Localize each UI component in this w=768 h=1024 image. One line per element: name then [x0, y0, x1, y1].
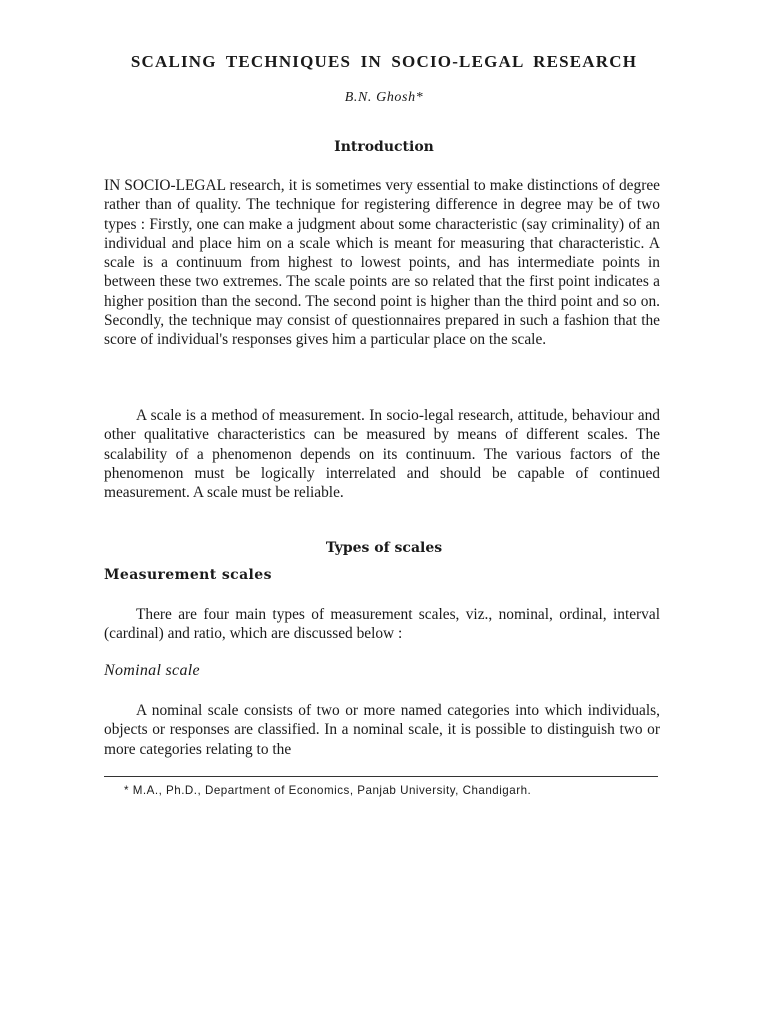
nominal-paragraph: A nominal scale consists of two or more named categories into which individuals, objects or responses are classified. In a nominal scale, it is possible to distinguish two or more categories relating to the — [104, 702, 660, 758]
author-footnote: * M.A., Ph.D., Department of Economics, Panjab University, Chandigarh. — [124, 784, 532, 797]
intro-paragraph-2: A scale is a method of measurement. In socio-legal research, attitude, behaviour and other qualitative characteristics can be measured by means of different scales. The scalability of a phenomenon depends on its continuum. The various factors of the phenomenon must be logically interrelated and should be capable of continued measurement. A scale must be reliable. — [104, 407, 660, 502]
nominal-scale-heading: Nominal scale — [104, 662, 200, 679]
measurement-paragraph: There are four main types of measurement scales, viz., nominal, ordinal, interval (cardinal) and ratio, which are discussed below : — [104, 606, 660, 643]
footnote-divider — [104, 776, 658, 777]
types-of-scales-heading: Types of scales — [325, 540, 443, 556]
intro-paragraph-1: IN SOCIO-LEGAL research, it is sometimes very essential to make distinctions of degree rather than of quality. The technique for registering difference in degree may be of two types : Firstly, one can make a judgment about some characteristic (say criminality) of an individual and place him on a scale which is meant for measuring that characteristic. A scale is a continuum from highest to lowest points, and has intermediate points in between these two extremes. The scale points are so related that the first point indicates a higher position than the second. The second point is higher than the third point and so on. Secondly, the technique may consist of questionnaires prepared in such a fashion that the score of individual's responses gives him a particular place on the scale. — [104, 177, 660, 349]
introduction-heading: Introduction — [334, 139, 434, 155]
article-title: SCALING TECHNIQUES IN SOCIO-LEGAL RESEARCH — [130, 52, 638, 71]
article-author: B.N. Ghosh* — [344, 90, 424, 105]
measurement-scales-heading: Measurement scales — [104, 567, 272, 583]
